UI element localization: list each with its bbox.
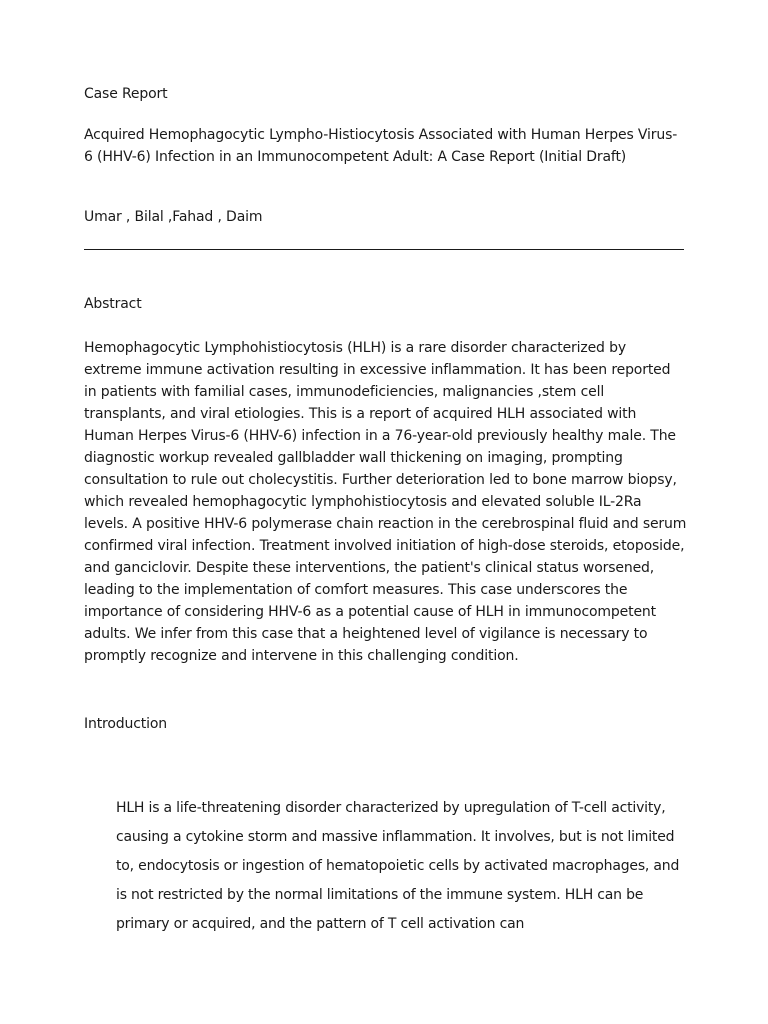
author-list: Umar , Bilal ,Fahad , Daim — [84, 209, 263, 225]
document-type-label: Case Report — [84, 86, 168, 102]
document-title: Acquired Hemophagocytic Lympho-Histiocytosis Associated with Human Herpes Virus-6 (HHV-6) Infection in an Immunocompetent Adult: A Case Report (Initial Draft) — [84, 127, 678, 165]
abstract-heading: Abstract — [84, 296, 142, 312]
horizontal-divider — [84, 249, 684, 250]
abstract-body: Hemophagocytic Lymphohistiocytosis (HLH) is a rare disorder characterized by extreme immune activation resulting in excessive inflammation. It has been reported in patients with familial cases, immunodeficiencies, malignancies ,stem cell transplants, and viral etiologies. This is a report of acquired HLH associated with Human Herpes Virus-6 (HHV-6) infection in a 76-year-old previously healthy male. The diagnostic workup revealed gallbladder wall thickening on imaging, prompting consultation to rule out cholecystitis. Further deterioration led to bone marrow biopsy, which revealed hemophagocytic lymphohistiocytosis and elevated soluble IL-2Ra levels. A positive HHV-6 polymerase chain reaction in the cerebrospinal fluid and serum confirmed viral infection. Treatment involved initiation of high-dose steroids, etoposide, and ganciclovir. Despite these interventions, the patient's clinical status worsened, leading to the implementation of comfort measures. This case underscores the importance of considering HHV-6 as a potential cause of HLH in immunocompetent adults. We infer from this case that a heightened level of vigilance is necessary to promptly recognize and intervene in this challenging condition. — [84, 340, 687, 664]
introduction-heading: Introduction — [84, 716, 167, 732]
introduction-body: HLH is a life-threatening disorder characterized by upregulation of T-cell activity, causing a cytokine storm and massive inflammation. It involves, but is not limited to, endocytosis or ingestion of hematopoietic cells by activated macrophages, and is not restricted by the normal limitations of the immune system. HLH can be primary or acquired, and the pattern of T cell activation can — [116, 800, 680, 932]
